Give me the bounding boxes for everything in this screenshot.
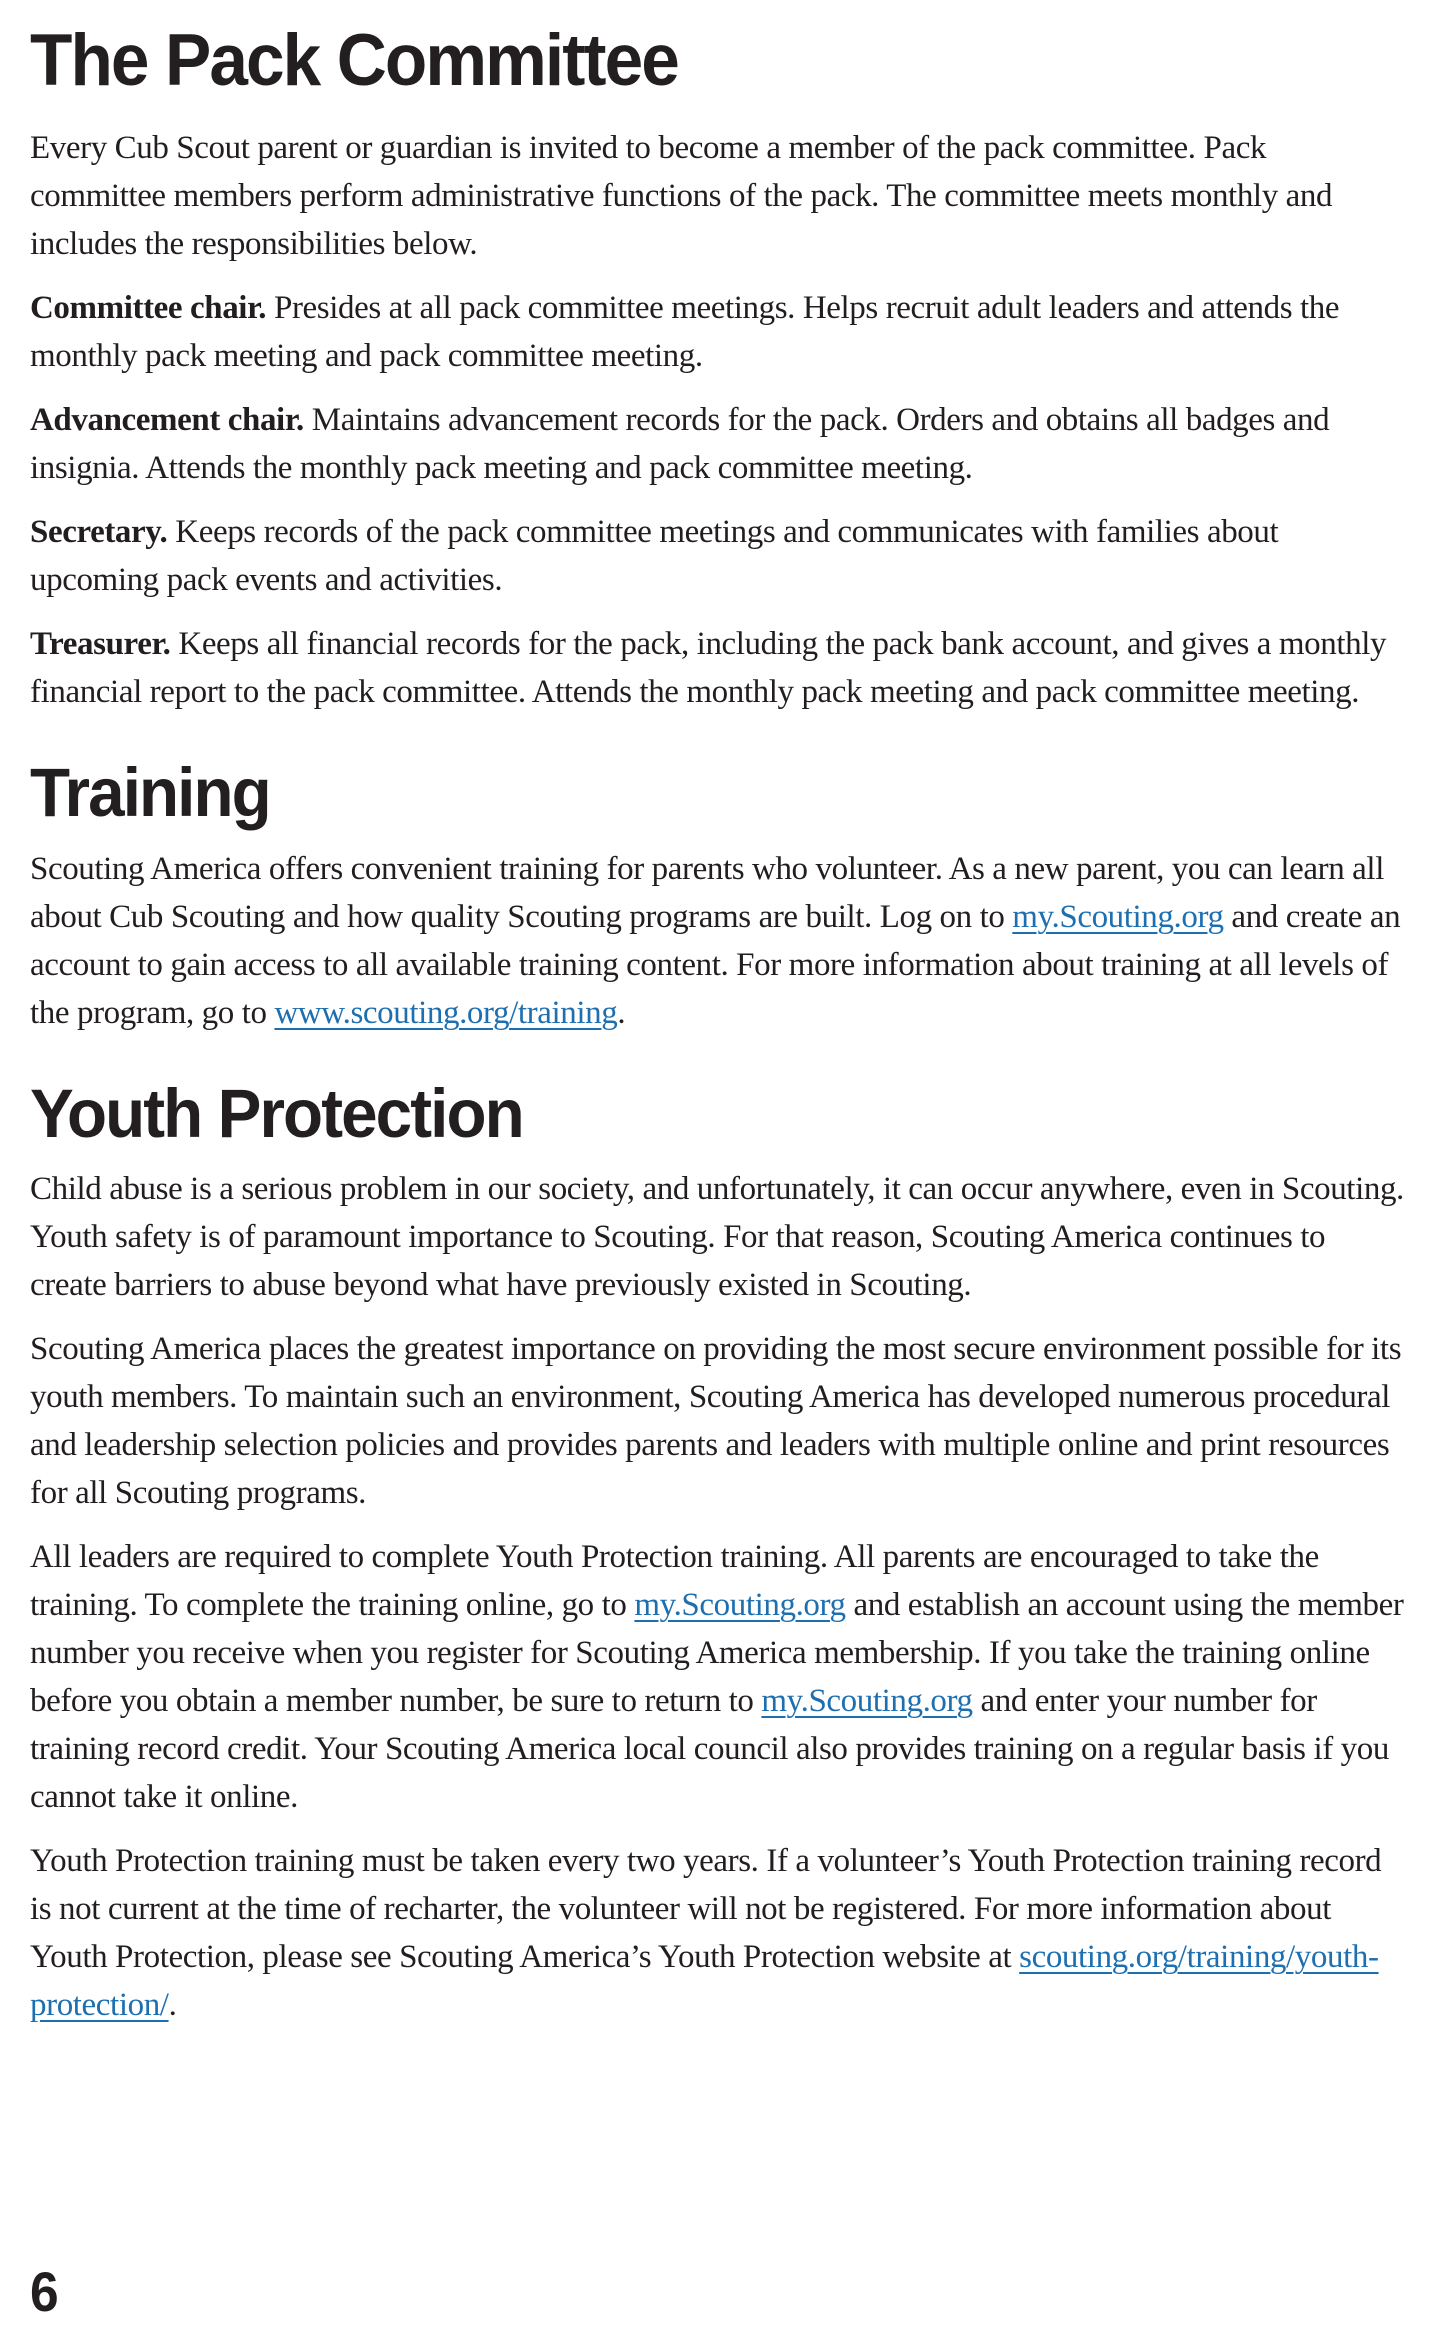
- text-segment: .: [168, 1987, 177, 2024]
- role-paragraph-committee-chair: [30, 284, 1408, 380]
- role-description: Keeps records of the pack committee meetings and communicates with families about upcoming pack events and activities.: [30, 514, 1279, 599]
- role-name: Committee chair.: [30, 290, 267, 327]
- youth-protection-website-link[interactable]: scouting.org/training/youth-protection/: [30, 1939, 1379, 2024]
- training-heading: Training: [30, 754, 270, 832]
- text-segment: Scouting America offers convenient training for parents who volunteer. As a new parent, you can learn all about Cub Scouting and how quality Scouting programs are built. Log on to: [30, 850, 1384, 935]
- youth-protection-paragraph-3: [30, 1533, 1408, 1821]
- youth-protection-paragraph-1: Child abuse is a serious problem in our society, and unfortunately, it can occur anywhere, even in Scouting. Youth safety is of paramount importance to Scouting. For that reason, Scouting America continues to create barriers to abuse beyond what have previously existed in Scouting.: [30, 1171, 1404, 1304]
- role-paragraph-advancement-chair: [30, 396, 1408, 492]
- youth-protection-paragraph-4: [30, 1837, 1408, 2029]
- text-segment: and establish an account using the member number you receive when you register for Scouting America membership. If you take the training online before you obtain a member number, be sure to return to: [30, 1587, 1404, 1720]
- training-paragraph: [30, 845, 1408, 1037]
- text-segment: All leaders are required to complete Youth Protection training. All parents are encouraged to take the training. To complete the training online, go to: [30, 1539, 1319, 1624]
- pack-committee-heading: The Pack Committee: [30, 20, 678, 101]
- role-name: Advancement chair.: [30, 402, 304, 439]
- text-segment: and enter your number for training record credit. Your Scouting America local council also provides training on a regular basis if you cannot take it online.: [30, 1683, 1389, 1816]
- my-scouting-org-link[interactable]: my.Scouting.org: [1012, 898, 1224, 935]
- role-description: Maintains advancement records for the pack. Orders and obtains all badges and insignia. Attends the monthly pack meeting and pack committee meeting.: [30, 402, 1330, 487]
- role-name: Secretary.: [30, 514, 168, 551]
- pack-committee-intro: Every Cub Scout parent or guardian is invited to become a member of the pack committee. Pack committee members perform administrative functions of the pack. The committee meets monthly and includes the responsibilities below.: [30, 130, 1333, 263]
- my-scouting-org-link[interactable]: my.Scouting.org: [634, 1587, 846, 1624]
- page-number: 6: [30, 2260, 59, 2323]
- role-name: Treasurer.: [30, 626, 171, 663]
- my-scouting-org-link[interactable]: my.Scouting.org: [761, 1683, 973, 1720]
- role-paragraph-treasurer: [30, 620, 1408, 716]
- youth-protection-heading: Youth Protection: [30, 1074, 523, 1152]
- youth-protection-paragraph-2: Scouting America places the greatest importance on providing the most secure environment possible for its youth members. To maintain such an environment, Scouting America has developed numerous procedural and leadership selection policies and provides parents and leaders with multiple online and print resources for all Scouting programs.: [30, 1331, 1402, 1512]
- role-paragraph-secretary: [30, 508, 1408, 604]
- role-description: Keeps all financial records for the pack, including the pack bank account, and gives a monthly financial report to the pack committee. Attends the monthly pack meeting and pack committee meeting.: [30, 626, 1387, 711]
- scouting-org-training-link[interactable]: www.scouting.org/training: [274, 994, 618, 1031]
- text-segment: Youth Protection training must be taken every two years. If a volunteer’s Youth Protection training record is not current at the time of recharter, the volunteer will not be registered. For more information about Youth Protection, please see Scouting America’s Youth Protection website at: [30, 1843, 1382, 1976]
- text-segment: and create an account to gain access to all available training content. For more information about training at all levels of the program, go to: [30, 898, 1401, 1031]
- text-segment: .: [617, 994, 626, 1031]
- role-description: Presides at all pack committee meetings. Helps recruit adult leaders and attends the monthly pack meeting and pack committee meeting.: [30, 290, 1340, 375]
